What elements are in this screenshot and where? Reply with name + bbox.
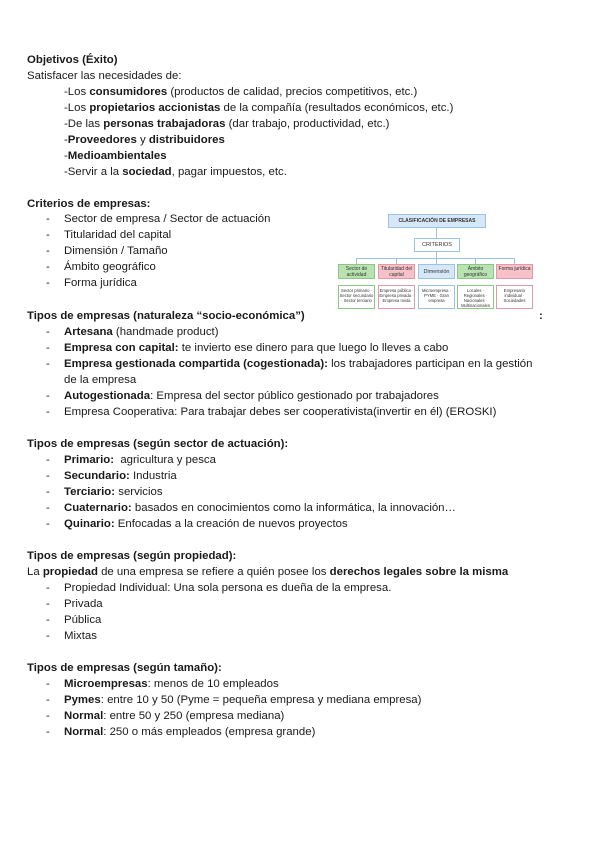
- propiedad-item: Pública: [64, 614, 102, 626]
- sector-item: Terciario: servicios: [64, 486, 163, 498]
- propiedad-item: Mixtas: [64, 630, 97, 642]
- diagram-category: Ámbito geográfico: [457, 264, 494, 279]
- classification-diagram: [338, 208, 534, 312]
- list-dash: -: [46, 277, 50, 289]
- naturaleza-colon: :: [539, 310, 543, 322]
- objetivo-item: -De las personas trabajadoras (dar trabajo, productividad, etc.): [64, 118, 390, 130]
- diagram-connector: [356, 258, 514, 259]
- diagram-detail: Empresa pública · Empresa privada · Empresa mixta: [378, 285, 415, 309]
- sector-item: Primario: agricultura y pesca: [64, 454, 216, 466]
- diagram-detail: Locales · Regionales · Nacionales · Multinacionales: [457, 285, 494, 309]
- tamano-item: Microempresas: menos de 10 empleados: [64, 678, 279, 690]
- list-dash: -: [46, 406, 50, 418]
- diagram-center-box: CRITERIOS: [414, 238, 460, 252]
- tamano-item: Pymes: entre 10 y 50 (Pyme = pequeña empresa y mediana empresa): [64, 694, 422, 706]
- list-dash: -: [46, 326, 50, 338]
- list-dash: -: [46, 229, 50, 241]
- naturaleza-item: Empresa Cooperativa: Para trabajar debes ser cooperativista(invertir en él) (EROSKI): [64, 406, 497, 418]
- propiedad-item: Propiedad Individual: Una sola persona es dueña de la empresa.: [64, 582, 392, 594]
- tamano-heading: Tipos de empresas (según tamaño):: [27, 662, 222, 674]
- list-dash: -: [46, 518, 50, 530]
- propiedad-intro: La propiedad de una empresa se refiere a quién posee los derechos legales sobre la misma: [27, 566, 509, 578]
- list-dash: -: [46, 630, 50, 642]
- list-dash: -: [46, 486, 50, 498]
- propiedad-item: Privada: [64, 598, 103, 610]
- diagram-detail: Sector primario · Sector secundario · Sector terciario: [338, 285, 375, 309]
- list-dash: -: [46, 454, 50, 466]
- objetivo-item: -Proveedores y distribuidores: [64, 134, 225, 146]
- criterio-item: Sector de empresa / Sector de actuación: [64, 213, 271, 225]
- diagram-detail: Microempresa · PYME · Gran empresa: [418, 285, 455, 309]
- list-dash: -: [46, 710, 50, 722]
- naturaleza-item: Empresa con capital: te invierto ese dinero para que luego lo lleves a cabo: [64, 342, 449, 354]
- list-dash: -: [46, 245, 50, 257]
- naturaleza-item: Empresa gestionada compartida (cogestionada): los trabajadores participan en la gestión: [64, 358, 533, 370]
- sector-item: Cuaternario: basados en conocimientos como la informática, la innovación…: [64, 502, 456, 514]
- list-dash: -: [46, 582, 50, 594]
- tamano-item: Normal: 250 o más empleados (empresa grande): [64, 726, 316, 738]
- list-dash: -: [46, 213, 50, 225]
- list-dash: -: [46, 614, 50, 626]
- objetivos-heading: Objetivos (Éxito): [27, 54, 118, 66]
- tamano-item: Normal: entre 50 y 250 (empresa mediana): [64, 710, 285, 722]
- sector-heading: Tipos de empresas (según sector de actuación):: [27, 438, 289, 450]
- criterio-item: Titularidad del capital: [64, 229, 172, 241]
- diagram-connector: [436, 228, 437, 238]
- criterio-item: Forma jurídica: [64, 277, 137, 289]
- diagram-category: Dimensión: [418, 264, 455, 279]
- objetivo-item: -Los consumidores (productos de calidad, precios competitivos, etc.): [64, 86, 418, 98]
- list-dash: -: [46, 726, 50, 738]
- list-dash: -: [46, 694, 50, 706]
- diagram-category: Titularidad del capital: [378, 264, 415, 279]
- propiedad-heading: Tipos de empresas (según propiedad):: [27, 550, 237, 562]
- diagram-detail: Empresario individual · Sociedades: [496, 285, 533, 309]
- objetivo-item: -Los propietarios accionistas de la compañía (resultados económicos, etc.): [64, 102, 454, 114]
- list-dash: -: [46, 598, 50, 610]
- list-dash: -: [46, 342, 50, 354]
- objetivo-item: -Medioambientales: [64, 150, 167, 162]
- list-dash: -: [46, 502, 50, 514]
- naturaleza-item: Autogestionada: Empresa del sector público gestionado por trabajadores: [64, 390, 439, 402]
- list-dash: -: [46, 261, 50, 273]
- naturaleza-item: Artesana (handmade product): [64, 326, 219, 338]
- sector-item: Secundario: Industria: [64, 470, 177, 482]
- objetivo-item: -Servir a la sociedad, pagar impuestos, etc.: [64, 166, 287, 178]
- list-dash: -: [46, 358, 50, 370]
- list-dash: -: [46, 390, 50, 402]
- sector-item: Quinario: Enfocadas a la creación de nuevos proyectos: [64, 518, 348, 530]
- objetivos-intro: Satisfacer las necesidades de:: [27, 70, 182, 82]
- diagram-category: Sector de actividad: [338, 264, 375, 279]
- naturaleza-heading: Tipos de empresas (naturaleza “socio-económica”): [27, 310, 305, 322]
- diagram-category: Forma jurídica: [496, 264, 533, 279]
- list-dash: -: [46, 678, 50, 690]
- criterios-heading: Criterios de empresas:: [27, 198, 151, 210]
- naturaleza-item-continuation: de la empresa: [64, 374, 137, 386]
- criterio-item: Dimensión / Tamaño: [64, 245, 168, 257]
- list-dash: -: [46, 470, 50, 482]
- diagram-title-box: CLASIFICACIÓN DE EMPRESAS: [388, 214, 486, 228]
- criterio-item: Ámbito geográfico: [64, 261, 156, 273]
